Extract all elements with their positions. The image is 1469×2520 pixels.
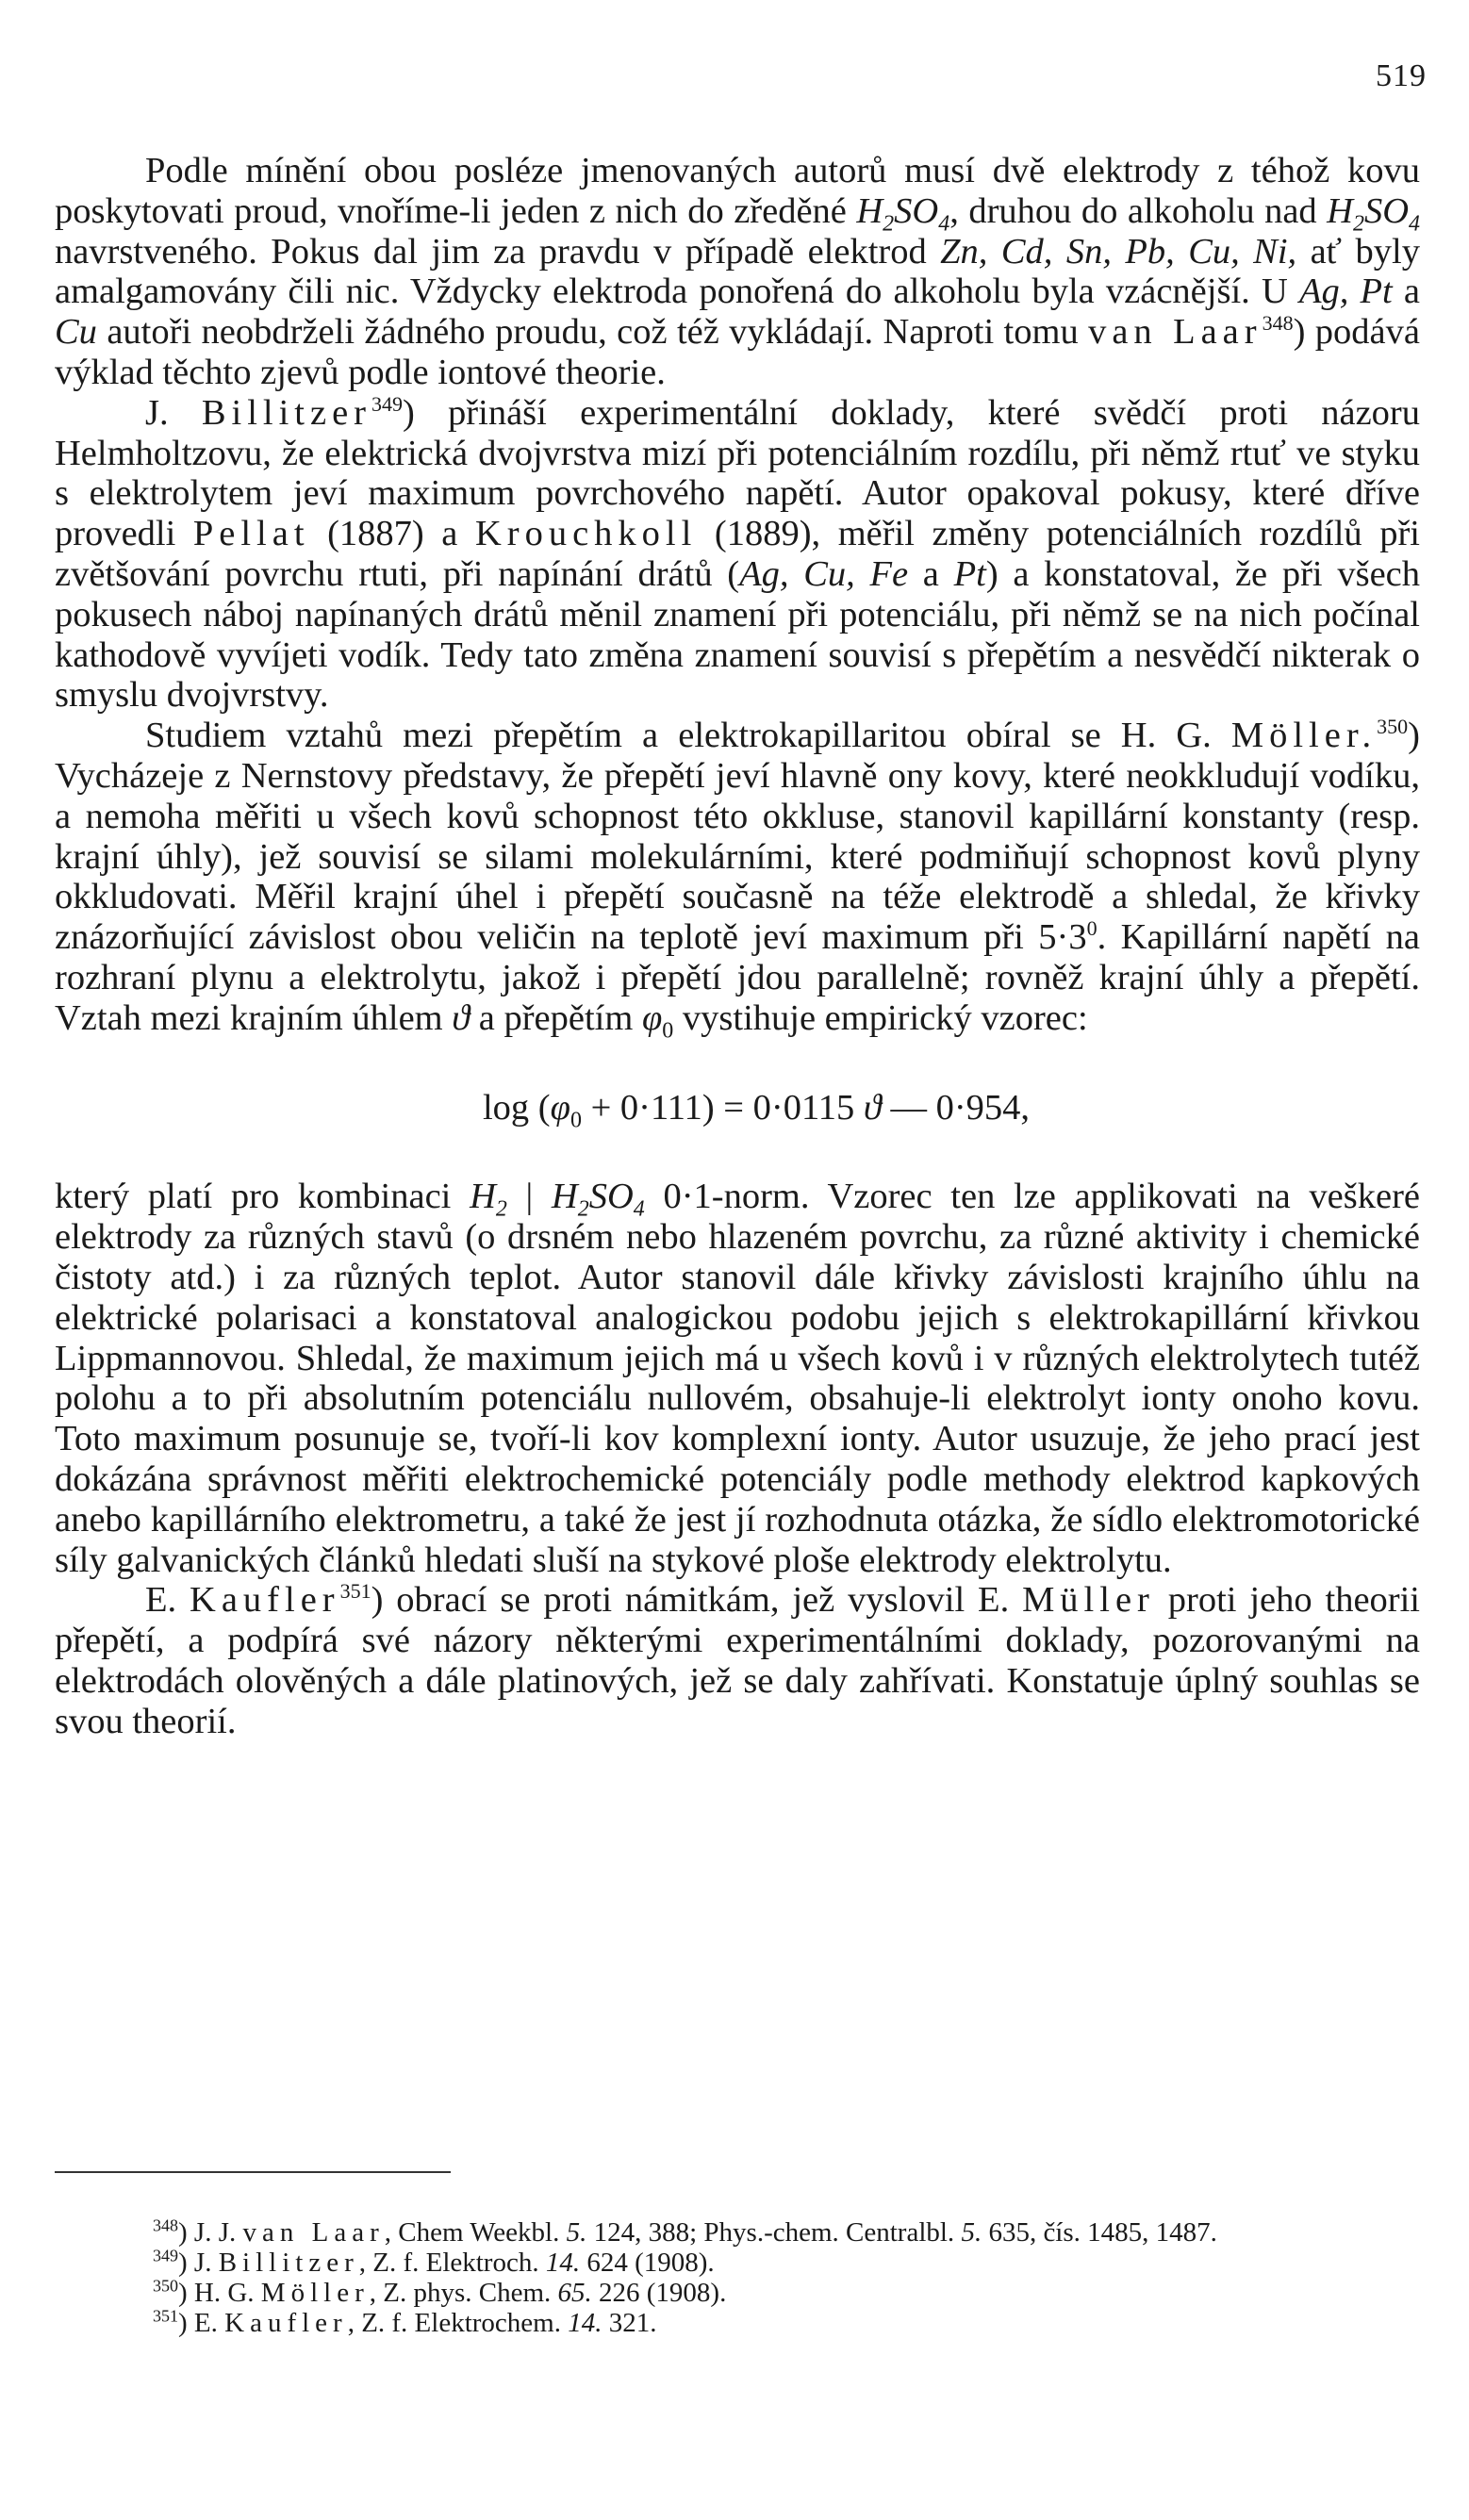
text: Studiem vztahů mezi přepětím a elektrokapillaritou obíral se H. G. (145, 716, 1231, 756)
footnote-348: $^{348}$) J. J. van Laar, Chem Weekbl. 5. 124, 388; Phys.-chem. Centralbl. 5. 635, čís. 1485, 1487. (153, 2215, 1217, 2248)
paragraph-2 (55, 393, 1420, 716)
footnote-divider (55, 2171, 451, 2173)
text: 0·1-norm. Vzorec ten lze applikovati na veškeré elektrody za různých stavů (o drsném nebo hlazeném povrchu, za různé aktivity i chemické čistoty atd.) i za různých teplot. Autor stanovil dále křivky závislosti krajního úhlu na elektrické polarisaci a konstatoval analogickou podobu jejich s elektrokapillární křivkou Lippmannovou. Shledal, že maximum jejich má u všech kovů i v různých elektrolytech tutéž polohu a to při absolutním potenciálu nullovém, obsahuje-li elektrolyt ionty onoho kovu. Toto maximum posunuje se, tvoří-li kov komplexní ionty. Autor usuzuje, že jeho prací jest dokázána správnost měřiti elektrochemické potenciály podle methody elektrod kapkových anebo kapillárního elektrometru, a také že jest jí rozhodnuta otázka, že sídlo elektromotorické síly galvanických článků hledati sluší na stykové ploše elektrody elektrolytu. (55, 1177, 1420, 1580)
theta-symbol: ϑ (452, 997, 470, 1038)
text: J. (145, 392, 202, 433)
main-text (55, 151, 1420, 1741)
author-name: Kaufler (190, 1580, 340, 1621)
author-name: van Laar (1088, 312, 1263, 353)
page-number: 519 (1376, 58, 1427, 93)
text: a přepětím (470, 997, 642, 1038)
text: E. (145, 1580, 190, 1621)
footnote-350: $^{350}$) H. G. Möller, Z. phys. Chem. 65. 226 (1908). (153, 2276, 727, 2308)
paragraph-3 (55, 715, 1420, 1044)
metals: Pt (953, 553, 986, 594)
paragraph-1 (55, 151, 1420, 393)
text: vystihuje empirický vzorec: (673, 997, 1088, 1038)
footnote-ref: 349 (371, 391, 404, 416)
footnote-ref: 351 (339, 1579, 371, 1604)
formula: $H_2SO_4$ (856, 190, 950, 237)
text: proti jeho theorii přepětí, a podpírá své názory některými experimentálními doklady, pozorovanými na elektrodách olověných a dále platinových, jež se daly zahřívati. Konstatuje úplný souhlas se svou theorií. (55, 1580, 1420, 1741)
phi-subscript: 0 (662, 1018, 674, 1044)
text: ) a konstatoval, že při všech pokusech náboj napínaných drátů měnil znamení při potenciálu, při němž se na nich počínal kathodově vyvíjeti vodík. Tedy tato změna znamení souvisí s přepětím a nesvědčí nikterak o smyslu dvojvrstvy. (55, 553, 1420, 716)
text: a (908, 553, 954, 594)
text: autoři neobdrželi žádného proudu, což též vykládají. Naproti tomu (96, 312, 1089, 353)
text: a (1392, 272, 1421, 312)
text: ) podává výklad těchto zjevů podle iontové theorie. (55, 312, 1420, 392)
text: , druhou do alkoholu nad (949, 190, 1328, 231)
equation: $\log (\varphi_0 + 0\cdot 111) = 0\cdot 0115$ ϑ — 0·954, (482, 1087, 1031, 1133)
formula: $H_2SO_4$ (551, 1177, 645, 1223)
paragraph-5 (55, 1580, 1420, 1741)
metals: Ag, Cu, Fe (739, 553, 909, 594)
degree: 0 (1086, 916, 1098, 941)
text: ) obrací se proti námitkám, jež vyslovil E. (371, 1580, 1023, 1621)
text: (1887) a (309, 514, 475, 554)
footnote-351: $^{351}$) E. Kaufler, Z. f. Elektrochem. 14. 321. (153, 2306, 657, 2338)
author-name: Krouchkoll (474, 514, 698, 554)
phi-symbol: φ (550, 1087, 570, 1128)
author-name: Pellat (192, 514, 310, 554)
author-name: Müller (1022, 1580, 1155, 1621)
phi-symbol: φ (641, 997, 663, 1038)
text: ) Vycházeje z Nernstovy představy, že přepětí jeví hlavně ony kovy, které neokkludují vodíku, a nemoha měřiti u všech kovů schopnost této okkluse, stanovil kapillární konstanty (resp. krajní úhly), jež souvisí se silami molekulárními, které podmiňují schopnost kovů plyny okkludovati. Měřil krajní úhel i přepětí současně na téže elektrodě a shledal, že křivky znázorňující závislost obou veličin na teplotě jeví maximum při 5·3 (55, 716, 1420, 958)
theta-symbol: ϑ (863, 1087, 882, 1128)
formula: $H_2$ (470, 1177, 507, 1223)
author-name: Billitzer (201, 392, 372, 433)
text: který platí pro kombinaci (55, 1177, 470, 1217)
text: ) přináší experimentální doklady, které svědčí proti názoru Helmholtzovu, že elektrická dvojvrstva mizí při potenciálním rozdílu, při němž rtuť ve styku s elektrolytem jeví maximum povrchového napětí. Autor opakoval pokusy, které dříve provedli (55, 392, 1421, 554)
author-name: Möller. (1230, 716, 1378, 756)
metals: Zn, Cd, Sn, Pb, Cu, Ni, (940, 231, 1297, 272)
text: navrstveného. Pokus dal jim za pravdu v případě elektrod (55, 231, 941, 272)
text: (1889), měřil změny potenciálních rozdílů při zvětšování povrchu rtuti, při napínání drátů ( (55, 514, 1420, 594)
footnote-ref: 348 (1262, 311, 1294, 336)
text: . Kapillární napětí na rozhraní plynu a elektrolytu, jakož i přepětí jdou parallelně; rovněž krajní úhly a přepětí. Vztah mezi krajním úhlem (55, 917, 1420, 1038)
text: ať byly amalgamovány čili nic. Vždycky elektroda ponořená do alkoholu byla vzácnější. U (55, 231, 1421, 312)
footnote-349: $^{349}$) J. Billitzer, Z. f. Elektroch. 14. 624 (1908). (153, 2246, 715, 2278)
metals: Cu (55, 312, 97, 353)
metals: Ag, Pt (1298, 272, 1393, 312)
text: Podle mínění obou posléze jmenovaných autorů musí dvě elektrody z téhož kovu poskytovati proud, vnoříme-li jeden z nich do zředěné (55, 151, 1420, 231)
footnotes (55, 2217, 1420, 2338)
footnote-ref: 350 (1377, 715, 1409, 739)
paragraph-4: který platí pro kombinaci $H_2$ | $H_2SO_4$ 0·1-norm. Vzorec ten lze applikovati na veškeré elektrody za různých stavů (o drsném nebo hlazeném povrchu, za různé aktivity i chemické čistoty atd.) i za různých teplot. Autor stanovil dále křivky závislosti krajního úhlu na elektrické polarisaci a konstatoval analogickou podobu jejich s elektrokapillární křivkou Lippmannovou. Shledal, že maximum jejich má u všech kovů i v různých elektrolytech tutéž polohu a to při absolutním potenciálu nullovém, obsahuje-li elektrolyt ionty onoho kovu. Toto maximum posunuje se, tvoří-li kov komplexní ionty. Autor usuzuje, že jeho prací jest dokázána správnost měřiti elektrochemické potenciály podle methody elektrod kapkových anebo kapillárního elektrometru, a také že jest jí rozhodnuta otázka, že sídlo elektromotorické síly galvanických článků hledati sluší na stykové ploše elektrody elektrolytu. (55, 1177, 1420, 1580)
formula: $H_2SO_4$ (1327, 190, 1421, 237)
